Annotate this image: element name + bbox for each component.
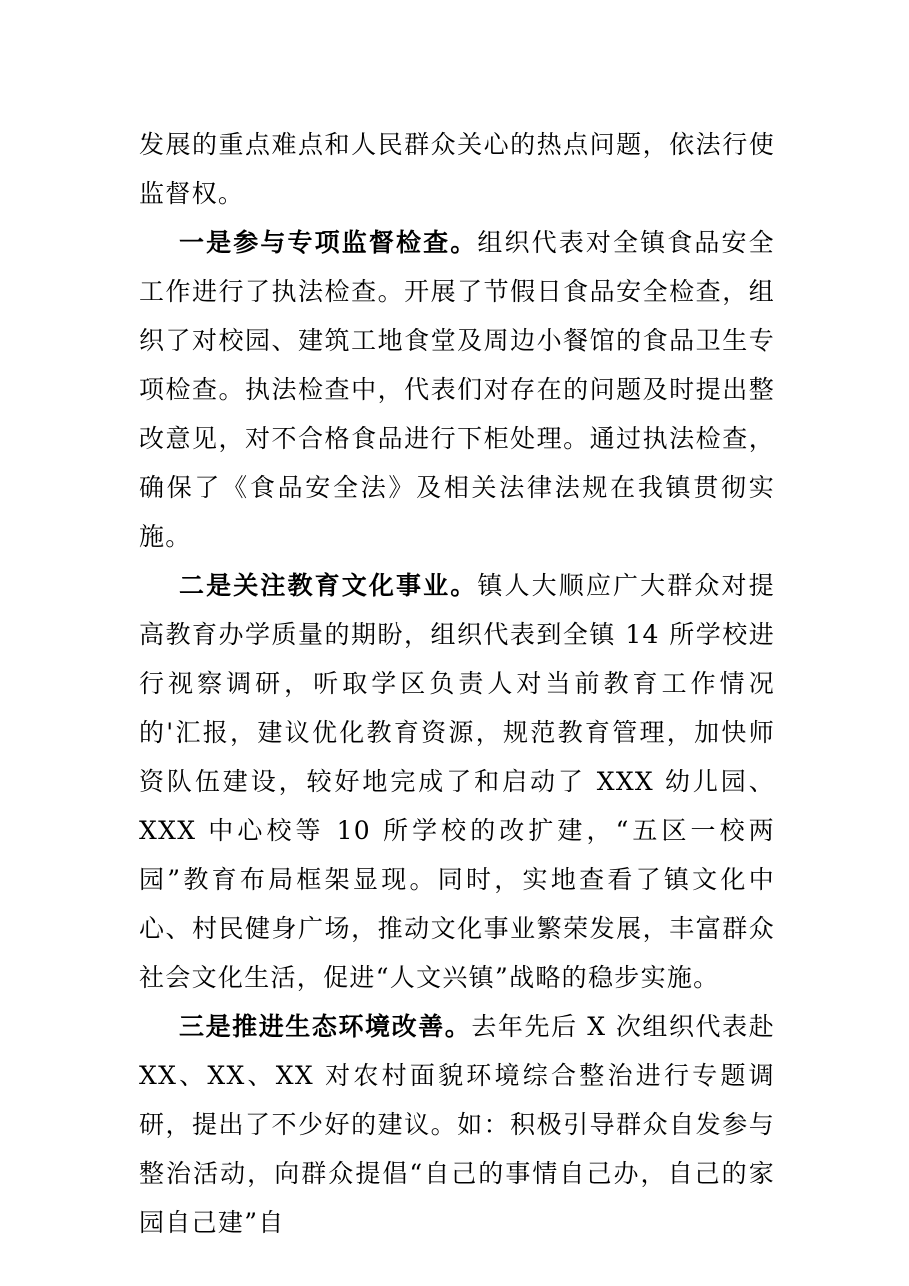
paragraph-education-culture [139, 561, 775, 1002]
paragraph-lead: 二是关注教育文化事业。 [179, 571, 478, 600]
paragraph-text: 组织代表对全镇食品安全工作进行了执法检查。开展了节假日食品安全检查，组织了对校园、建筑工地食堂及周边小餐馆的食品卫生专项检查。执法检查中，代表们对存在的问题及时提出整改意见，对不合格食品进行下柜处理。通过执法检查，确保了《食品安全法》及相关法律法规在我镇贯彻实施。 [139, 228, 775, 551]
paragraph-text: 镇人大顺应广大群众对提高教育办学质量的期盼，组织代表到全镇 14 所学校进行视察调研，听取学区负责人对当前教育工作情况的'汇报，建议优化教育资源，规范教育管理，加快师资队伍建设，较好地完成了和启动了 XXX 幼儿园、XXX 中心校等 10 所学校的改扩建，“五区一校两园”教育布局框架显现。同时，实地查看了镇文化中心、村民健身广场，推动文化事业繁荣发展，丰富群众社会文化生活，促进“人文兴镇”战略的稳步实施。 [139, 571, 775, 992]
paragraph-lead: 一是参与专项监督检查。 [179, 228, 478, 257]
paragraph-continued [139, 120, 775, 218]
document-body [139, 120, 775, 1247]
paragraph-lead: 三是推进生态环境改善。 [179, 1012, 472, 1041]
paragraph-food-safety [139, 218, 775, 561]
paragraph-ecology [139, 1002, 775, 1247]
paragraph-text: 去年先后 X 次组织代表赴 XX、XX、XX 对农村面貌环境综合整治进行专题调研，提出了不少好的建议。如：积极引导群众自发参与整治活动，向群众提倡“自己的事情自己办，自己的家园自己建”自 [139, 1012, 775, 1237]
paragraph-text: 发展的重点难点和人民群众关心的热点问题，依法行使监督权。 [139, 130, 775, 208]
